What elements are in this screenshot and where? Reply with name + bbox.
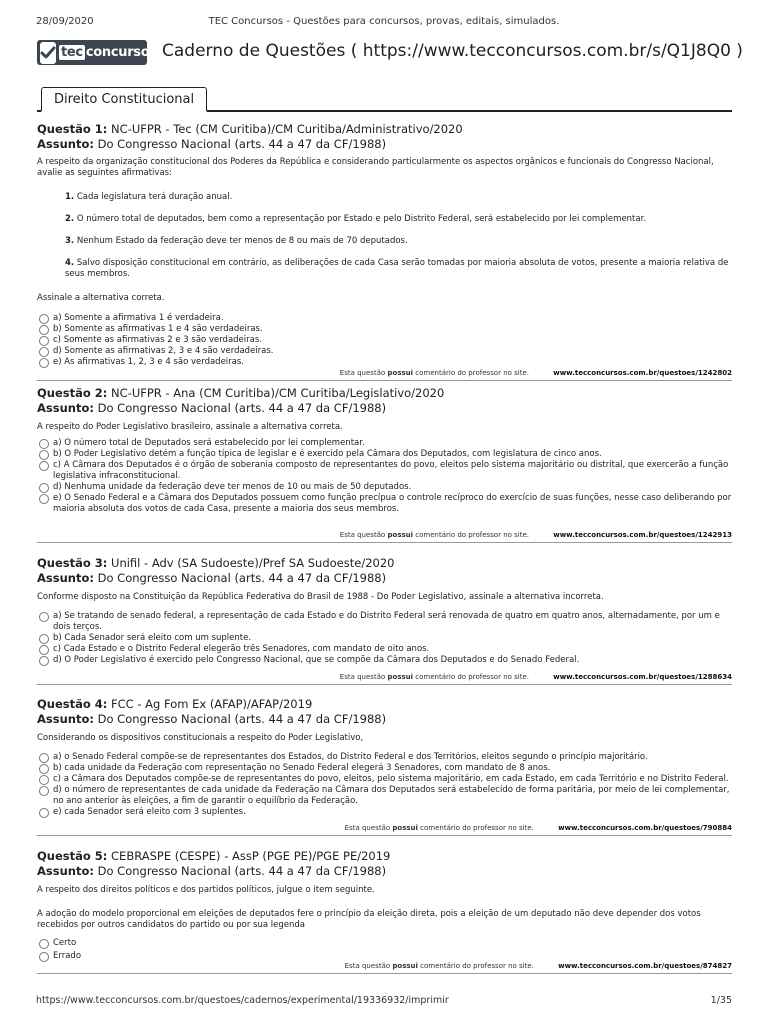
question-url-link[interactable]: www.tecconcursos.com.br/questoes/1242913 xyxy=(553,531,732,539)
question-2 xyxy=(37,386,732,543)
question-source: FCC - Ag Fom Ex (AFAP)/AFAP/2019 xyxy=(111,697,313,711)
question-source-line xyxy=(37,849,732,864)
question-5 xyxy=(37,849,732,974)
assertion-text: A adoção do modelo proporcional em eleições de deputados fere o princípio da eleição direta, pois a eleição de um deputado não deve depender dos votos recebidos por outros candidatos do partido ou por sua legenda xyxy=(37,909,701,930)
options-list xyxy=(37,752,732,818)
option-text: Errado xyxy=(53,951,82,961)
option-d[interactable] xyxy=(37,655,732,666)
option-text: c) A Câmara dos Deputados é o órgão de soberania composto de representantes do povo, eleitos pelo sistema majoritário ou distrital, que exercerão a função legislativa infraconstitucional. xyxy=(53,460,729,481)
radio-button[interactable] xyxy=(39,494,49,504)
question-number: Questão 5: xyxy=(37,849,108,863)
item-number: 2. xyxy=(65,214,75,224)
option-a[interactable] xyxy=(37,313,732,324)
question-footer xyxy=(345,824,732,833)
option-text: a) O número total de Deputados será estabelecido por lei complementar. xyxy=(53,438,365,448)
statement-item xyxy=(65,258,732,280)
question-number: Questão 1: xyxy=(37,122,108,136)
question-url-link[interactable]: www.tecconcursos.com.br/questoes/874827 xyxy=(558,962,732,970)
option-certo[interactable] xyxy=(37,938,732,949)
option-text: e) O Senado Federal e a Câmara dos Deputados possuem como função precípua o controle recíproco do exercício de suas funções, nesse caso deliberando por maioria absoluta dos votos de cada Casa, presente a maioria dos seus membros. xyxy=(53,493,732,514)
notice-suffix: comentário do professor no site. xyxy=(420,824,534,832)
question-subject: Do Congresso Nacional (arts. 44 a 47 da CF/1988) xyxy=(97,864,387,878)
item-number: 4. xyxy=(65,258,75,268)
option-text: a) Somente a afirmativa 1 é verdadeira. xyxy=(53,313,224,323)
notice-prefix: Esta questão xyxy=(339,673,386,681)
option-b[interactable] xyxy=(37,324,732,335)
option-d[interactable] xyxy=(37,346,732,357)
radio-button[interactable] xyxy=(39,952,49,962)
caderno-title: Caderno de Questões ( https://www.tecconcursos.com.br/s/Q1J8Q0 ) xyxy=(162,41,743,61)
question-source: NC-UFPR - Ana (CM Curitiba)/CM Curitiba/Legislativo/2020 xyxy=(111,386,445,400)
notice-strong: possui xyxy=(387,369,414,377)
notice-suffix: comentário do professor no site. xyxy=(415,531,530,539)
option-e[interactable] xyxy=(37,493,732,515)
subject-label: Assunto: xyxy=(37,401,94,415)
instruction-text: Assinale a alternativa correta. xyxy=(37,293,165,303)
option-text: d) O Poder Legislativo é exercido pelo Congresso Nacional, que se compõe da Câmara dos Deputados e do Senado Federal. xyxy=(53,655,580,665)
item-text: Salvo disposição constitucional em contrário, as deliberações de cada Casa serão tomadas por maioria absoluta de votos, presente a maioria relativa de seus membros. xyxy=(65,258,729,279)
option-c[interactable] xyxy=(37,460,732,482)
option-d[interactable] xyxy=(37,785,732,807)
statement-text: A respeito do Poder Legislativo brasileiro, assinale a alternativa correta. xyxy=(37,422,343,432)
item-number: 1. xyxy=(65,192,75,202)
option-d[interactable] xyxy=(37,482,732,493)
option-text: c) Somente as afirmativas 2 e 3 são verdadeiras. xyxy=(53,335,262,345)
print-date: 28/09/2020 xyxy=(36,16,94,27)
option-a[interactable] xyxy=(37,752,732,763)
print-footer xyxy=(36,995,732,1007)
notice-suffix: comentário do professor no site. xyxy=(420,962,534,970)
question-url-link[interactable]: www.tecconcursos.com.br/questoes/790884 xyxy=(558,824,732,832)
subject-label: Assunto: xyxy=(37,137,94,151)
notice-prefix: Esta questão xyxy=(344,962,391,970)
comment-notice xyxy=(340,673,529,681)
options-list xyxy=(37,438,732,515)
question-source-line xyxy=(37,556,732,571)
option-text: a) Se tratando de senado federal, a representação de cada Estado e do Distrito Federal será renovada de quatro em quatro anos, alternadamente, por um e dois terços. xyxy=(53,611,720,632)
radio-button[interactable] xyxy=(39,483,49,493)
option-c[interactable] xyxy=(37,774,732,785)
question-source: Unifil - Adv (SA Sudoeste)/Pref SA Sudoeste/2020 xyxy=(111,556,395,570)
radio-button[interactable] xyxy=(39,939,49,949)
notice-suffix: comentário do professor no site. xyxy=(415,673,530,681)
subject-label: Assunto: xyxy=(37,571,94,585)
item-text: Cada legislatura terá duração anual. xyxy=(76,192,233,202)
radio-button[interactable] xyxy=(39,764,49,774)
options-list xyxy=(37,611,732,666)
options-list xyxy=(37,313,732,368)
question-number: Questão 3: xyxy=(37,556,108,570)
notice-strong: possui xyxy=(392,962,418,970)
options-list xyxy=(37,938,732,962)
radio-button[interactable] xyxy=(39,808,49,818)
radio-button[interactable] xyxy=(39,634,49,644)
question-source: CEBRASPE (CESPE) - AssP (PGE PE)/PGE PE/2019 xyxy=(111,849,391,863)
question-footer xyxy=(340,369,732,378)
item-text: Nenhum Estado da federação deve ter menos de 8 ou mais de 70 deputados. xyxy=(76,236,408,246)
comment-notice xyxy=(340,531,529,539)
statement-item xyxy=(65,214,732,225)
radio-button[interactable] xyxy=(39,656,49,666)
question-assertion xyxy=(37,909,732,931)
question-url-link[interactable]: www.tecconcursos.com.br/questoes/1288634 xyxy=(553,673,732,681)
radio-button[interactable] xyxy=(39,645,49,655)
option-text: c) a Câmara dos Deputados compõe-se de representantes do povo, eleitos, pelo sistema majoritário, em cada Estado, em cada Território e no Distrito Federal. xyxy=(53,774,729,784)
radio-button[interactable] xyxy=(39,358,49,368)
radio-button[interactable] xyxy=(39,325,49,335)
question-source-line xyxy=(37,122,732,137)
comment-notice xyxy=(345,962,534,970)
radio-button[interactable] xyxy=(39,314,49,324)
subject-label: Assunto: xyxy=(37,712,94,726)
subject-label: Assunto: xyxy=(37,864,94,878)
brand-row xyxy=(37,40,743,66)
option-a[interactable] xyxy=(37,611,732,633)
option-text: b) Cada Senador será eleito com um suplente. xyxy=(53,633,252,643)
option-b[interactable] xyxy=(37,449,732,460)
statement-text: Conforme disposto na Constituição da República Federativa do Brasil de 1988 - Do Poder Legislativo, assinale a alternativa incorreta. xyxy=(37,592,604,602)
question-url-link[interactable]: www.tecconcursos.com.br/questoes/1242802 xyxy=(553,369,732,377)
question-subject-line xyxy=(37,712,732,727)
print-url: https://www.tecconcursos.com.br/questoes/cadernos/experimental/19336932/imprimir xyxy=(36,995,449,1006)
notice-strong: possui xyxy=(387,531,414,539)
radio-button[interactable] xyxy=(39,786,49,796)
question-3 xyxy=(37,556,732,685)
question-subject-line xyxy=(37,571,732,586)
subject-tab-bar xyxy=(37,84,732,112)
notice-prefix: Esta questão xyxy=(344,824,391,832)
option-text: a) o Senado Federal compõe-se de representantes dos Estados, do Distrito Federal e dos Territórios, eleitos segundo o princípio majoritário. xyxy=(53,752,648,762)
option-text: b) cada unidade da Federação com representação no Senado Federal elegerá 3 Senadores, com mandato de 8 anos. xyxy=(53,763,551,773)
option-text: d) Nenhuma unidade da federação deve ter menos de 10 ou mais de 50 deputados. xyxy=(53,482,412,492)
comment-notice xyxy=(345,824,534,832)
statement-text: A respeito da organização constitucional dos Poderes da República e considerando particularmente os aspectos orgânicos e funcionais do Congresso Nacional, avalie as seguintes afirmativas: xyxy=(37,157,714,178)
option-b[interactable] xyxy=(37,763,732,774)
statement-text: A respeito dos direitos políticos e dos partidos políticos, julgue o item seguinte. xyxy=(37,885,375,895)
statement-items xyxy=(37,192,732,280)
notice-prefix: Esta questão xyxy=(339,531,386,539)
logo-prefix: tec xyxy=(61,45,83,60)
question-subject: Do Congresso Nacional (arts. 44 a 47 da CF/1988) xyxy=(97,571,387,585)
question-4 xyxy=(37,697,732,836)
option-text: c) Cada Estado e o Distrito Federal elegerão três Senadores, com mandato de oito anos. xyxy=(53,644,430,654)
question-source: NC-UFPR - Tec (CM Curitiba)/CM Curitiba/Administrativo/2020 xyxy=(111,122,463,136)
item-text: O número total de deputados, bem como a representação por Estado e pelo Distrito Federal, será estabelecido por lei complementar. xyxy=(76,214,647,224)
option-c[interactable] xyxy=(37,335,732,346)
question-statement xyxy=(37,733,732,744)
radio-button[interactable] xyxy=(39,439,49,449)
print-page-title: TEC Concursos - Questões para concursos, provas, editais, simulados. xyxy=(208,16,560,27)
notice-prefix: Esta questão xyxy=(339,369,386,377)
question-footer xyxy=(340,673,732,682)
option-e[interactable] xyxy=(37,807,732,818)
question-subject: Do Congresso Nacional (arts. 44 a 47 da CF/1988) xyxy=(97,712,387,726)
option-text: e) As afirmativas 1, 2, 3 e 4 são verdadeiras. xyxy=(53,357,244,367)
tab-direito-constitucional[interactable]: Direito Constitucional xyxy=(41,87,207,112)
question-footer xyxy=(340,531,732,540)
option-errado[interactable] xyxy=(37,951,732,962)
question-footer xyxy=(345,962,732,971)
question-1 xyxy=(37,122,732,381)
radio-button[interactable] xyxy=(39,753,49,763)
notice-strong: possui xyxy=(387,673,414,681)
radio-button[interactable] xyxy=(39,461,49,471)
question-subject: Do Congresso Nacional (arts. 44 a 47 da CF/1988) xyxy=(97,401,387,415)
option-text: d) Somente as afirmativas 2, 3 e 4 são verdadeiras. xyxy=(53,346,274,356)
question-source-line xyxy=(37,697,732,712)
notice-strong: possui xyxy=(392,824,418,832)
option-b[interactable] xyxy=(37,633,732,644)
tecconcursos-logo[interactable] xyxy=(37,40,157,65)
question-subject-line xyxy=(37,137,732,152)
question-number: Questão 2: xyxy=(37,386,108,400)
statement-item xyxy=(65,236,732,247)
option-e[interactable] xyxy=(37,357,732,368)
print-header xyxy=(36,16,732,30)
option-text: e) cada Senador será eleito com 3 suplentes. xyxy=(53,807,246,817)
statement-item xyxy=(65,192,732,203)
radio-button[interactable] xyxy=(39,347,49,357)
statement-text: Considerando os dispositivos constitucionais a respeito do Poder Legislativo, xyxy=(37,733,364,743)
question-statement xyxy=(37,592,732,603)
option-text: Certo xyxy=(53,938,77,948)
question-instruction xyxy=(37,293,732,304)
question-subject-line xyxy=(37,401,732,416)
logo-text xyxy=(59,45,157,60)
question-subject-line xyxy=(37,864,732,879)
comment-notice xyxy=(340,369,529,377)
radio-button[interactable] xyxy=(39,775,49,785)
checkmark-icon xyxy=(40,42,56,64)
question-source-line xyxy=(37,386,732,401)
logo-suffix: concursos xyxy=(85,45,157,60)
option-text: b) O Poder Legislativo detém a função típica de legislar e é exercido pela Câmara dos Deputados, com legislatura de cinco anos. xyxy=(53,449,602,459)
page-number: 1/35 xyxy=(710,995,732,1006)
notice-suffix: comentário do professor no site. xyxy=(415,369,530,377)
option-c[interactable] xyxy=(37,644,732,655)
question-statement xyxy=(37,885,732,896)
question-subject: Do Congresso Nacional (arts. 44 a 47 da CF/1988) xyxy=(97,137,387,151)
option-text: b) Somente as afirmativas 1 e 4 são verdadeiras. xyxy=(53,324,263,334)
radio-button[interactable] xyxy=(39,450,49,460)
radio-button[interactable] xyxy=(39,612,49,622)
question-statement xyxy=(37,157,732,179)
question-statement xyxy=(37,422,732,433)
item-number: 3. xyxy=(65,236,75,246)
option-text: d) o número de representantes de cada unidade da Federação na Câmara dos Deputados será estabelecido de forma paritária, por meio de lei complementar, no ano anterior às eleições, a fim de garantir o equilíbrio da Federação. xyxy=(53,785,730,806)
question-number: Questão 4: xyxy=(37,697,108,711)
option-a[interactable] xyxy=(37,438,732,449)
radio-button[interactable] xyxy=(39,336,49,346)
